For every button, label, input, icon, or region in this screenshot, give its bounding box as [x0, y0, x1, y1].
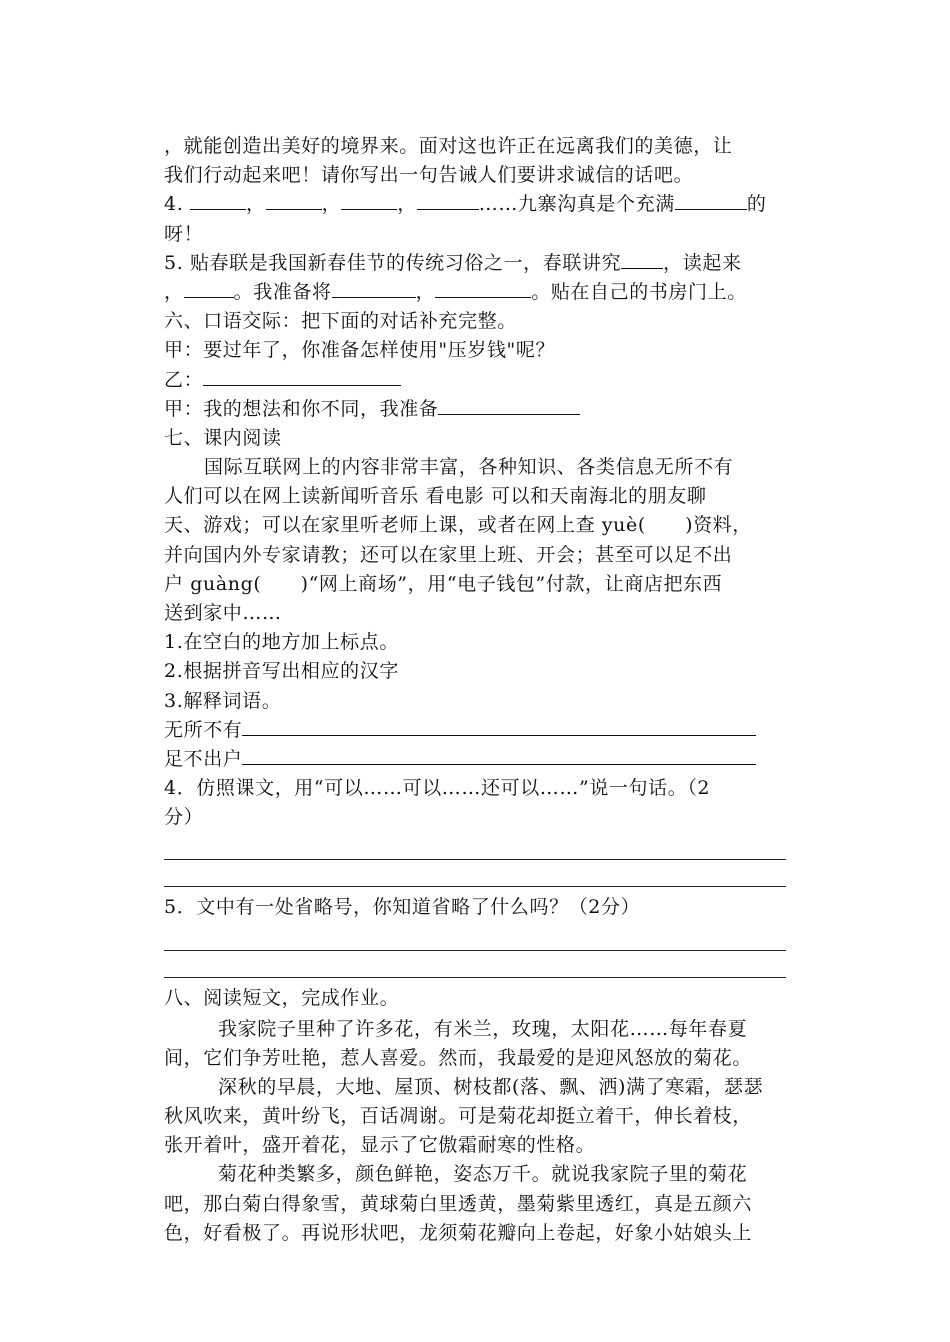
- answer-line[interactable]: [164, 951, 786, 978]
- word-label: 足不出户: [164, 747, 243, 770]
- question-text: ……九寨沟真是个充满: [478, 193, 675, 216]
- question-4: [164, 190, 788, 219]
- task-line: 3.解释词语。: [164, 689, 282, 712]
- text-line: ，就能创造出美好的境界来。面对这也许正在远离我们的美德，让: [164, 135, 733, 157]
- question-text: 。我准备将: [233, 280, 332, 303]
- dialogue-line: [164, 366, 788, 395]
- dialogue-line: 甲：要过年了，你准备怎样使用"压岁钱"呢？: [164, 339, 556, 362]
- fill-blank[interactable]: [621, 249, 663, 269]
- punct: ，: [397, 193, 417, 216]
- answer-line[interactable]: [164, 924, 786, 951]
- section-8-title: 八、阅读短文，完成作业。: [164, 986, 400, 1009]
- section-7-title: 七、课内阅读: [164, 426, 282, 449]
- punct: ，: [321, 193, 342, 216]
- punct: ，: [164, 280, 184, 303]
- exam-page: [164, 132, 788, 1248]
- fill-blank[interactable]: [417, 190, 479, 210]
- reading-line: 我家院子里种了许多花，有米兰，玫瑰，太阳花……每年春夏: [218, 1017, 748, 1040]
- task-line: 2.根据拼音写出相应的汉字: [164, 660, 399, 683]
- text-line: 呀！: [164, 222, 204, 245]
- word-explain-line: [164, 716, 788, 745]
- task-line: 分）: [164, 806, 204, 829]
- question-text: 。贴在自己的书房门上。: [531, 280, 747, 303]
- fill-blank[interactable]: [435, 278, 531, 298]
- passage-line: 天、游戏；可以在家里听老师上课，或者在网上查 yuè( )资料，: [164, 514, 752, 537]
- dialogue-text: 甲：我的想法和你不同，我准备: [164, 397, 439, 420]
- dialogue-line: [164, 395, 788, 424]
- question-text: 的: [746, 193, 767, 216]
- answer-blank[interactable]: [203, 366, 401, 386]
- fill-blank[interactable]: [675, 190, 747, 210]
- answer-line[interactable]: [164, 860, 786, 887]
- speaker-label: 乙：: [164, 368, 204, 391]
- answer-line[interactable]: [164, 833, 786, 860]
- word-label: 无所不有: [164, 718, 243, 741]
- reading-line: 菊花种类繁多，颜色鲜艳，姿态万千。就说我家院子里的菊花: [218, 1163, 748, 1186]
- reading-line: 张开着叶，盛开着花，显示了它傲霜耐寒的性格。: [164, 1134, 596, 1157]
- answer-blank[interactable]: [242, 716, 756, 736]
- reading-line: 深秋的早晨，大地、屋顶、树枝都(落、飘、洒)满了寒霜，瑟瑟: [218, 1075, 764, 1098]
- reading-line: 色，好看极了。再说形状吧，龙须菊花瓣向上卷起，好象小姑娘头上: [164, 1221, 753, 1244]
- passage-line: 户 guàng( )“网上商场”，用“电子钱包”付款，让商店把东西: [164, 572, 723, 595]
- punct: ，: [245, 193, 266, 216]
- question-text: 5. 贴春联是我国新春佳节的传统习俗之一，春联讲究: [164, 251, 622, 274]
- passage-line: 人们可以在网上读新闻听音乐 看电影 可以和天南海北的朋友聊: [164, 485, 707, 508]
- fill-blank[interactable]: [266, 190, 322, 210]
- fill-blank[interactable]: [332, 278, 416, 298]
- reading-line: 秋风吹来，黄叶纷飞，百话凋谢。可是菊花却挺立着干，伸长着枝，: [164, 1105, 753, 1128]
- task-line: 1.在空白的地方加上标点。: [164, 631, 399, 654]
- passage-line: 并向国内外专家请教；还可以在家里上班、开会；甚至可以足不出: [164, 543, 733, 566]
- question-text: ，读起来: [663, 251, 742, 274]
- fill-blank[interactable]: [341, 190, 397, 210]
- passage-line: 送到家中……: [164, 602, 282, 624]
- answer-blank[interactable]: [438, 395, 580, 415]
- question-5: [164, 249, 788, 278]
- word-explain-line: [164, 745, 788, 774]
- reading-line: 间，它们争芳吐艳，惹人喜爱。然而，我最爱的是迎风怒放的菊花。: [164, 1046, 753, 1069]
- text-line: 我们行动起来吧！请你写出一句告诫人们要讲求诚信的话吧。: [164, 164, 694, 187]
- fill-blank[interactable]: [184, 278, 234, 298]
- reading-line: 吧，那白菊白得象雪，黄球菊白里透黄，墨菊紫里透红，真是五颜六: [164, 1192, 753, 1215]
- answer-blank[interactable]: [242, 745, 756, 765]
- question-number: 4.: [164, 193, 184, 216]
- fill-blank[interactable]: [190, 190, 246, 210]
- punct: ，: [415, 280, 436, 303]
- section-6-title: 六、口语交际：把下面的对话补充完整。: [164, 310, 517, 333]
- passage-line: 国际互联网上的内容非常丰富，各种知识、各类信息无所不有: [204, 456, 734, 479]
- task-line: 5．文中有一处省略号，你知道省略了什么吗？（2分）: [164, 895, 641, 918]
- question-5-cont: [164, 278, 788, 307]
- task-line: 4．仿照课文，用“可以……可以……还可以……”说一句话。（2: [164, 777, 711, 800]
